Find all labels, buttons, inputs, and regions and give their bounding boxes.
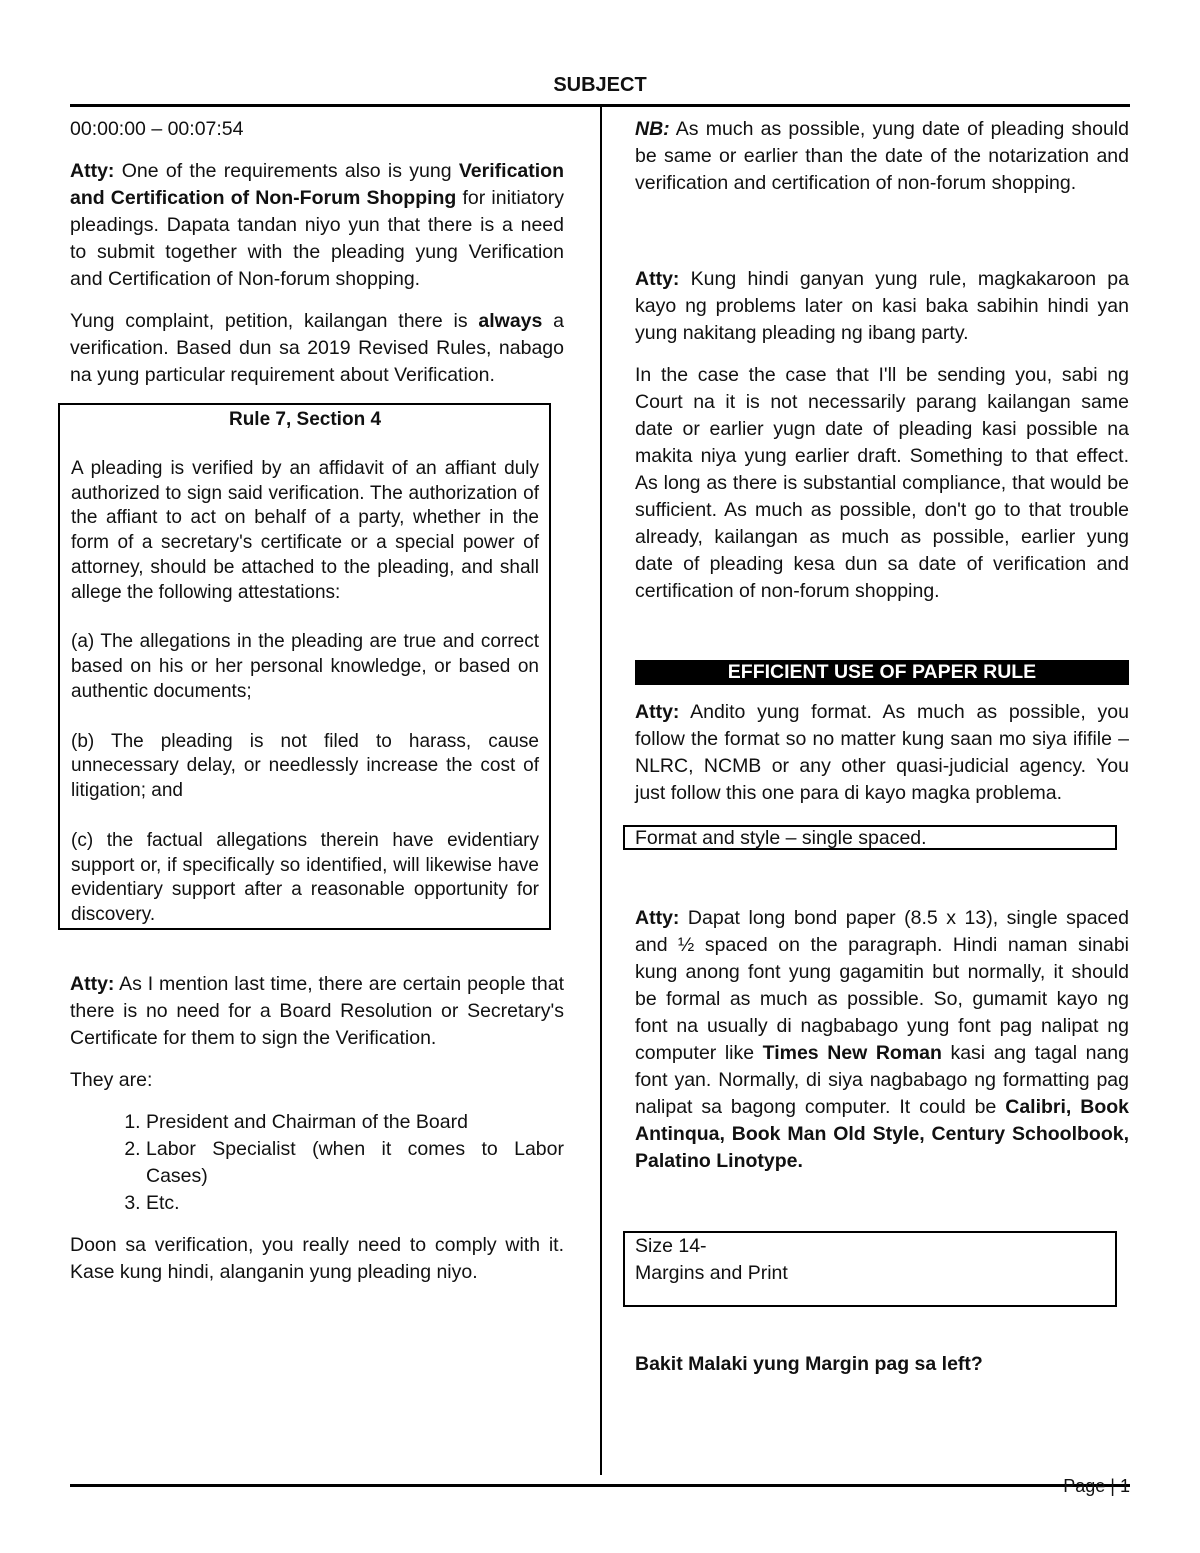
they-are-label: They are:	[70, 1068, 153, 1091]
bold-term: Times New Roman	[762, 1042, 942, 1064]
rule-7-section-4-box	[58, 403, 551, 930]
list-item: 1. President and Chairman of the Board	[146, 1109, 564, 1136]
right-paragraph-2: In the case the case that I'll be sending you, sabi ng Court na it is not necessarily parang kailangan same date or earlier yugn date of pleading kasi possible na makita niya yung earlier draft. Something to that effect. As long as there is substantial compliance, that would be sufficient. As much as possible, don't go to that trouble already, kailangan as much as possible, earlier yung date of pleading kesa dun sa date of verification and certification of non-forum shopping.	[635, 364, 1129, 602]
rule-box-intro: A pleading is verified by an affidavit of an affiant duly authorized to sign said verification. The authorization of the affiant to act on behalf of a party, whether in the form of a secretary's certificate or a special power of attorney, should be attached to the pleading, and shall allege the following attestations:	[71, 457, 539, 603]
left-paragraph-2	[70, 308, 564, 389]
text-span: As I mention last time, there are certain people that there is no need for a Board Resolution or Secretary's Certificate for them to sign the Verification.	[70, 972, 564, 1049]
list-item: 3. Etc.	[146, 1190, 564, 1217]
rule-box-item-b: (b) The pleading is not filed to harass, cause unnecessary delay, or needlessly increase the cost of litigation; and	[71, 730, 539, 802]
nb-label	[635, 118, 670, 140]
bold-term: Calibri, Book Antinqua, Book Man Old Style, Century Schoolbook, Palatino Linotype.	[635, 1096, 1129, 1172]
text-span: Yung complaint, petition, kailangan there is	[70, 310, 479, 332]
format-box: Format and style – single spaced.	[623, 825, 1117, 850]
left-paragraph-1	[70, 158, 564, 293]
size-box	[623, 1231, 1117, 1307]
list-item: 2. Labor Specialist (when it comes to Labor Cases)	[146, 1136, 564, 1190]
left-paragraph-4: Doon sa verification, you really need to comply with it. Kase kung hindi, alanganin yung pleading niyo.	[70, 1233, 564, 1283]
size-box-line-2: Margins and Print	[635, 1262, 788, 1284]
rule-box-item-c: (c) the factual allegations therein have evidentiary support or, if specifically so identified, will likewise have evidentiary support after a reasonable opportunity for discovery.	[71, 829, 539, 926]
text-span: Dapat long bond paper (8.5 x 13), single spaced and ½ spaced on the paragraph. Hindi naman sinabi kung anong font yung gagamitin but normally, it should be formal as much as possible. So, gumamit kayo ng font na usually di nagbabago yung font pag nalipat ng computer like	[635, 907, 1129, 1064]
exemption-list	[70, 1109, 564, 1217]
size-box-line-1: Size 14-	[635, 1235, 707, 1257]
nb-label-text: NB:	[635, 118, 670, 140]
right-paragraph-1	[635, 266, 1129, 347]
speaker-label: Atty:	[635, 907, 680, 929]
text-span: One of the requirements also is yung	[114, 160, 459, 182]
section-banner: EFFICIENT USE OF PAPER RULE	[635, 660, 1129, 685]
text-span: Kung hindi ganyan yung rule, magkakaroon pa kayo ng problems later on kasi baka sabihin hindi yan yung nakitang pleading ng ibang party.	[635, 268, 1129, 344]
timestamp: 00:00:00 – 00:07:54	[70, 118, 244, 140]
speaker-label: Atty:	[70, 972, 115, 995]
text-span: for initiatory pleadings. Dapata tandan niyo yun that there is a need to submit together with the pleading yung Verification and Certification of Non-forum shopping.	[70, 187, 565, 290]
speaker-label: Atty:	[70, 160, 115, 182]
column-divider	[600, 107, 602, 1475]
text-span: a verification. Based dun sa 2019 Revised Rules, nabago na yung particular requirement about Verification.	[70, 310, 565, 386]
question-text: Bakit Malaki yung Margin pag sa left?	[635, 1353, 983, 1375]
footer-rule	[70, 1484, 1130, 1487]
nb-paragraph	[635, 116, 1129, 197]
speaker-label: Atty:	[635, 701, 680, 723]
margin-question	[635, 1351, 1129, 1378]
text-span: kasi ang tagal nang font yan. Normally, di siya nagbabago ng formatting pag nalipat sa bagong computer. It could be	[635, 1042, 1129, 1118]
speaker-label: Atty:	[635, 268, 680, 290]
right-column	[635, 116, 1129, 1393]
bold-term: always	[478, 310, 543, 332]
rule-box-item-a: (a) The allegations in the pleading are true and correct based on his or her personal knowledge, or based on authentic documents;	[71, 631, 539, 702]
bold-term: Verification and Certification of Non-Forum Shopping	[70, 160, 564, 209]
rule-box-title: Rule 7, Section 4	[228, 409, 382, 430]
text-span: Andito yung format. As much as possible, you follow the format so no matter kung saan mo siya ififile – NLRC, NCMB or any other quasi-judicial agency. You just follow this one para di kayo magka problema.	[635, 701, 1129, 804]
page-number: Page | 1	[1063, 1476, 1130, 1496]
left-paragraph-3	[70, 971, 564, 1052]
text-span: As much as possible, yung date of pleading should be same or earlier than the date of the notarization and verification and certification of non-forum shopping.	[635, 118, 1129, 194]
right-paragraph-3	[635, 699, 1129, 807]
left-column	[70, 116, 564, 1301]
right-paragraph-4	[635, 905, 1129, 1175]
page-header-title: SUBJECT	[553, 74, 647, 96]
